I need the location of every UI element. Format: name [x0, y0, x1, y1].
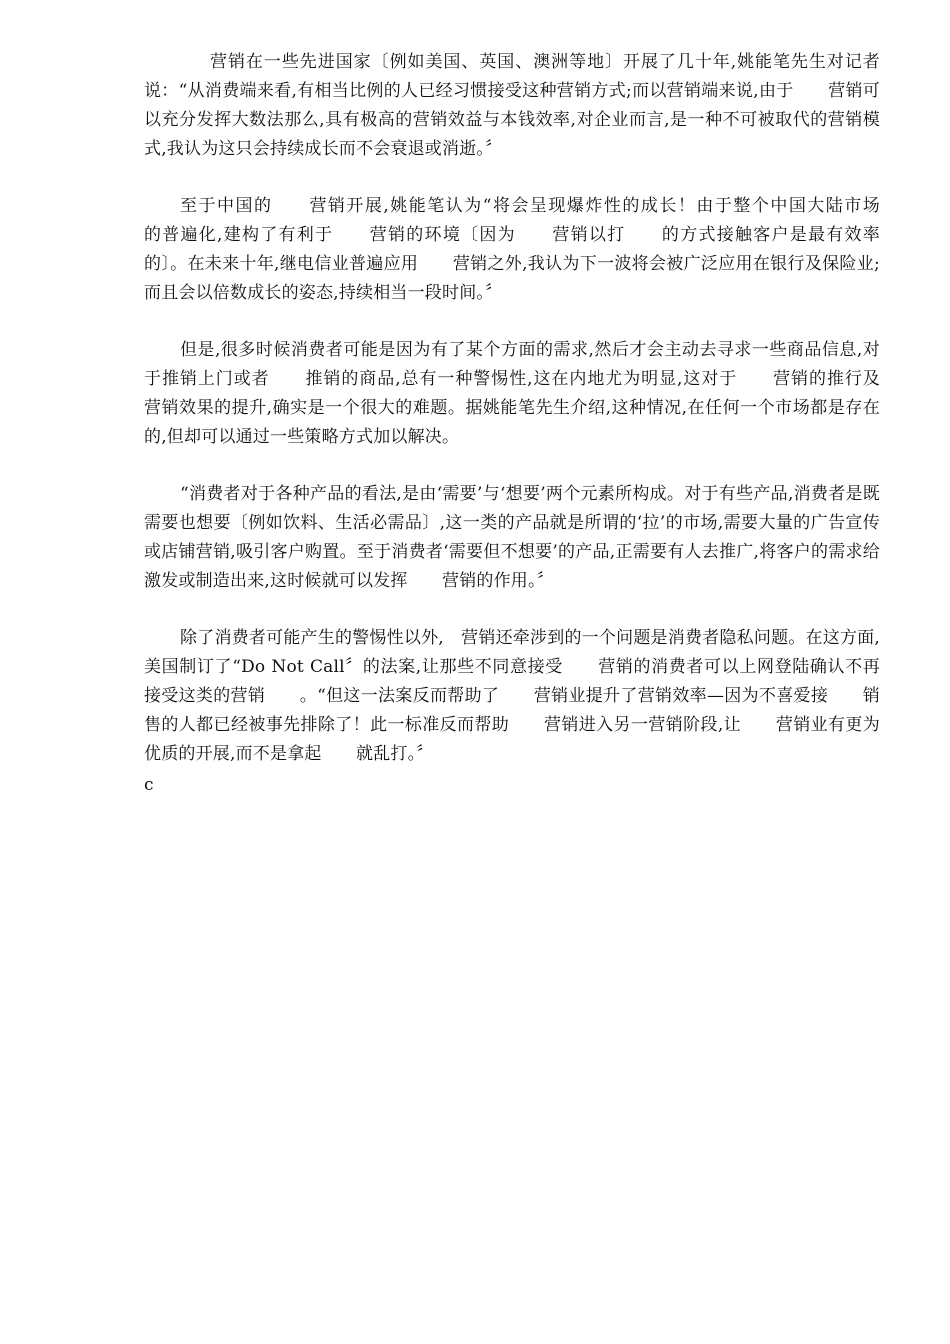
- trailing-mark: c: [144, 775, 154, 795]
- paragraph-china-marketing: 至于中国的 营销开展,姚能笔认为“将会呈现爆炸性的成长！由于整个中国大陆市场 的普遍化,建构了有利于 营销的环境〔因为 营销以打 的方式接触客户是最有效率的〕。在未来十年,继电信业普遍应用 营销之外,我认为下一波将会被广泛应用在银行及保险业;而且会以倍数成长的姿态,持续相当一段时间。〞: [144, 196, 915, 303]
- document-page: [144, 48, 915, 800]
- paragraph-privacy: 除了消费者可能产生的警惕性以外, 营销还牵涉到的一个问题是消费者隐私问题。在这方面,美国制订了“Do Not Call〞的法案,让那些不同意接受 营销的消费者可以上网登陆确认不再接受这类的营销 。“但这一法案反而帮助了 营销业提升了营销效率—因为不喜爱接 销售的人都已经被事先排除了！此一标准反而帮助 营销进入另一营销阶段,让 营销业有更为优质的开展,而不是拿起 就乱打。〞: [144, 628, 880, 764]
- paragraph-consumer-vigilance: 但是,很多时候消费者可能是因为有了某个方面的需求,然后才会主动去寻求一些商品信息,对于推销上门或者 推销的商品,总有一种警惕性,这在内地尤为明显,这对于 营销的推行及 营销效果的提升,确实是一个很大的难题。据姚能笔先生介绍,这种情况,在任何一个市场都是存在的,但却可以通过一些策略方式加以解决。: [144, 340, 915, 447]
- paragraph-need-want: “消费者对于各种产品的看法,是由‘需要’与‘想要’两个元素所构成。对于有些产品,消费者是既需要也想要〔例如饮料、生活必需品〕,这一类的产品就是所谓的‘拉’的市场,需要大量的广告宣传或店铺营销,吸引客户购置。至于消费者‘需要但不想要’的产品,正需要有人去推广,将客户的需求给激发或制造出来,这时候就可以发挥 营销的作用。〞: [144, 484, 880, 591]
- paragraph-overseas-marketing: 营销在一些先进国家〔例如美国、英国、澳洲等地〕开展了几十年,姚能笔先生对记者说：“从消费端来看,有相当比例的人已经习惯接受这种营销方式;而以营销端来说,由于 营销可以充分发挥大数法那么,具有极高的营销效益与本钱效率,对企业而言,是一种不可被取代的营销模式,我认为这只会持续成长而不会衰退或消逝。〞: [144, 52, 880, 159]
